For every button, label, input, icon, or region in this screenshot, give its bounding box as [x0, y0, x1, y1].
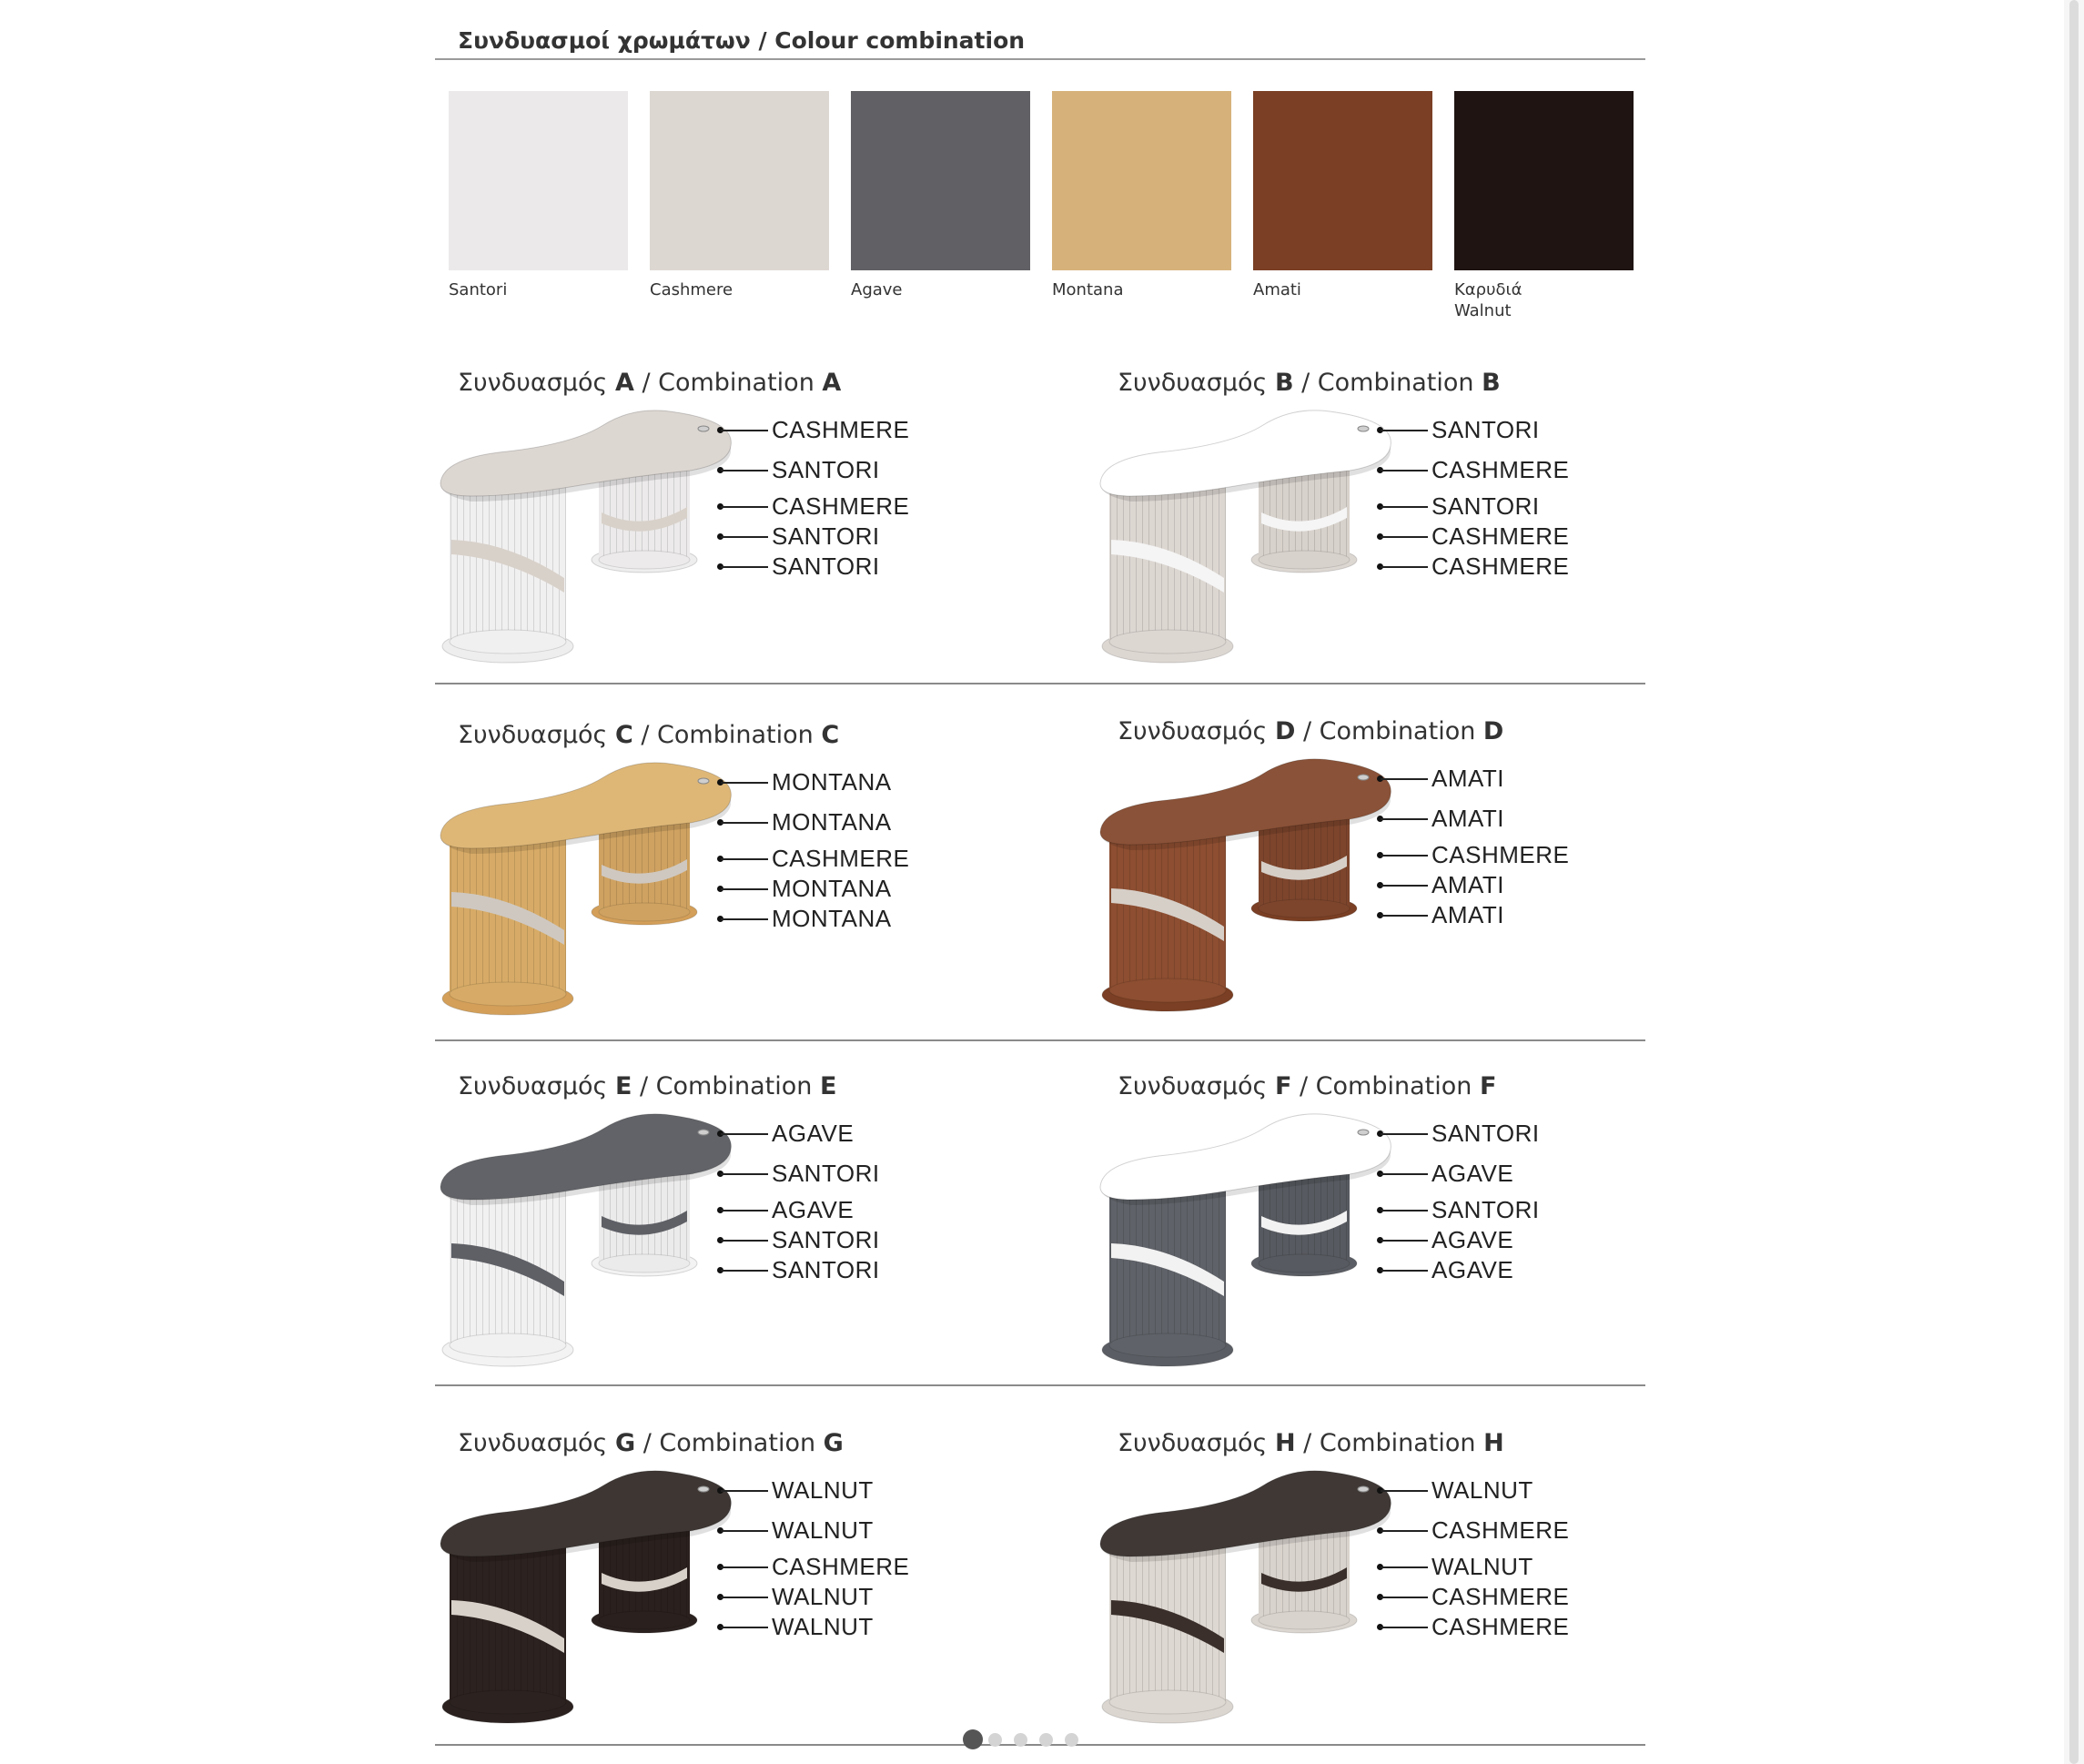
callout-label: WALNUT — [772, 1583, 874, 1610]
callout-line — [721, 918, 768, 920]
divider — [435, 683, 1645, 684]
callout-line — [1381, 470, 1428, 471]
callout-label: AMATI — [1431, 805, 1505, 832]
callout-label: CASHMERE — [1431, 1516, 1570, 1544]
callout-line — [1381, 536, 1428, 538]
title-part: A — [822, 369, 842, 397]
swatch-label: Montana — [1052, 280, 1124, 299]
left-leg — [1102, 478, 1233, 663]
callout-label: SANTORI — [1431, 1196, 1540, 1223]
callout-line — [721, 1530, 768, 1532]
left-leg — [442, 478, 573, 663]
callout-line — [721, 506, 768, 508]
title-part: C — [614, 721, 633, 749]
callout-list — [717, 369, 1081, 669]
callout-label: CASHMERE — [1431, 1583, 1570, 1610]
callout-label: SANTORI — [772, 1256, 880, 1283]
callout-label: AGAVE — [1431, 1226, 1514, 1253]
callout-line — [721, 888, 768, 890]
callout-list — [717, 1072, 1081, 1373]
callout-line — [721, 1490, 768, 1492]
swatch-color — [650, 91, 829, 270]
callout-label: WALNUT — [772, 1516, 874, 1544]
callout-label: CASHMERE — [1431, 456, 1570, 483]
divider — [435, 1384, 1645, 1386]
title-part: / Combination — [1291, 1072, 1480, 1100]
desk-illustration — [1095, 1465, 1395, 1729]
title-part: Συνδυασμός — [458, 369, 615, 397]
callout-line — [1381, 885, 1428, 887]
callout-line — [721, 1627, 768, 1628]
title-part: H — [1483, 1429, 1504, 1457]
callout-line — [1381, 566, 1428, 568]
swatch-agave — [851, 91, 1030, 300]
title-part: C — [821, 721, 840, 749]
callout-label: MONTANA — [772, 905, 892, 932]
callout-line — [721, 1240, 768, 1242]
combination-c — [435, 721, 1090, 1021]
title-part: G — [614, 1429, 636, 1457]
pager-dot[interactable] — [1065, 1733, 1078, 1747]
desk-illustration — [435, 757, 735, 1021]
callout-label: AGAVE — [772, 1196, 855, 1223]
callout-label: WALNUT — [1431, 1553, 1533, 1580]
callout-line — [1381, 1240, 1428, 1242]
callout-label: MONTANA — [772, 875, 892, 902]
callout-label: AGAVE — [1431, 1160, 1514, 1187]
section-header — [435, 25, 1645, 60]
left-leg — [442, 830, 573, 1015]
title-part: B — [1274, 369, 1294, 397]
callout-line — [1381, 915, 1428, 917]
title-part: E — [819, 1072, 837, 1100]
callout-label: CASHMERE — [772, 1553, 910, 1580]
callout-label: SANTORI — [772, 1160, 880, 1187]
title-part: Συνδυασμός — [1118, 717, 1275, 745]
pager-dot[interactable] — [1014, 1733, 1027, 1747]
callout-line — [1381, 855, 1428, 857]
callout-label: WALNUT — [772, 1476, 874, 1504]
callout-label: CASHMERE — [1431, 522, 1570, 550]
callout-line — [1381, 1490, 1428, 1492]
callout-line — [1381, 1627, 1428, 1628]
callout-line — [721, 566, 768, 568]
callout-label: CASHMERE — [1431, 1613, 1570, 1640]
callout-list — [717, 721, 1081, 1021]
pager-dot[interactable] — [988, 1733, 1002, 1747]
callout-label: SANTORI — [1431, 492, 1540, 520]
callout-line — [721, 470, 768, 471]
title-part: D — [1274, 717, 1296, 745]
callout-line — [1381, 1597, 1428, 1598]
swatch-label: Καρυδιά Walnut — [1454, 280, 1523, 320]
desk-illustration — [435, 405, 735, 669]
callout-line — [721, 430, 768, 431]
callout-list — [1377, 1429, 1741, 1729]
title-part: / Combination — [633, 369, 823, 397]
title-part: Συνδυασμός — [1118, 1072, 1275, 1100]
title-part: B — [1482, 369, 1501, 397]
left-leg — [442, 1538, 573, 1723]
callout-line — [1381, 818, 1428, 820]
left-leg — [1102, 826, 1233, 1011]
swatch-color — [851, 91, 1030, 270]
title-part: H — [1274, 1429, 1296, 1457]
combination-d — [1095, 717, 1750, 1018]
title-part: Συνδυασμός — [1118, 369, 1275, 397]
callout-line — [721, 536, 768, 538]
title-part: Συνδυασμός — [458, 1429, 615, 1457]
desk-illustration — [435, 1465, 735, 1729]
callout-label: CASHMERE — [1431, 841, 1570, 868]
callout-label: WALNUT — [772, 1613, 874, 1640]
swatch-label: Agave — [851, 280, 903, 299]
callout-line — [1381, 430, 1428, 431]
swatch-label: Amati — [1253, 280, 1301, 299]
swatch-label: Santori — [449, 280, 508, 299]
title-part: / Combination — [1295, 1429, 1484, 1457]
combination-a — [435, 369, 1090, 669]
callout-label: AMATI — [1431, 765, 1505, 792]
colour-swatches — [449, 91, 1634, 328]
combination-e — [435, 1072, 1090, 1373]
title-part: D — [1482, 717, 1504, 745]
title-part: / Combination — [635, 1429, 824, 1457]
title-part: A — [614, 369, 634, 397]
callout-list — [1377, 1072, 1741, 1373]
swatch-santori — [449, 91, 628, 300]
swatch-color — [1052, 91, 1231, 270]
title-part: Συνδυασμός — [458, 1072, 615, 1100]
callout-label: SANTORI — [1431, 1120, 1540, 1147]
callout-label: SANTORI — [772, 522, 880, 550]
callout-label: MONTANA — [772, 768, 892, 796]
callout-label: CASHMERE — [1431, 553, 1570, 580]
callout-line — [1381, 1270, 1428, 1272]
swatch-walnut — [1454, 91, 1634, 321]
callout-line — [1381, 1173, 1428, 1175]
swatch-color — [449, 91, 628, 270]
combination-g — [435, 1429, 1090, 1729]
desk-illustration — [1095, 754, 1395, 1018]
callout-label: SANTORI — [772, 456, 880, 483]
callout-label: AGAVE — [772, 1120, 855, 1147]
title-part: F — [1274, 1072, 1292, 1100]
title-part: E — [614, 1072, 632, 1100]
title-part: / Combination — [1295, 717, 1483, 745]
callout-line — [1381, 1133, 1428, 1135]
callout-line — [721, 1210, 768, 1211]
left-leg — [442, 1181, 573, 1366]
callout-label: AGAVE — [1431, 1256, 1514, 1283]
swatch-color — [1253, 91, 1432, 270]
title-part: / Combination — [632, 721, 822, 749]
callout-label: MONTANA — [772, 808, 892, 836]
title-part: Συνδυασμός — [458, 721, 615, 749]
swatch-color — [1454, 91, 1634, 270]
swatch-label: Cashmere — [650, 280, 733, 299]
pager-dot[interactable] — [963, 1729, 983, 1749]
callout-label: SANTORI — [772, 1226, 880, 1253]
section-title: Συνδυασμοί χρωμάτων / Colour combination — [458, 27, 1026, 54]
pager-dot[interactable] — [1039, 1733, 1053, 1747]
callout-line — [721, 1270, 768, 1272]
callout-label: CASHMERE — [772, 416, 910, 443]
callout-line — [721, 1133, 768, 1135]
title-part: Συνδυασμός — [1118, 1429, 1275, 1457]
combination-f — [1095, 1072, 1750, 1373]
callout-line — [721, 822, 768, 824]
callout-line — [721, 858, 768, 860]
callout-label: CASHMERE — [772, 845, 910, 872]
callout-line — [1381, 778, 1428, 780]
callout-line — [721, 1597, 768, 1598]
combination-h — [1095, 1429, 1750, 1729]
callout-label: SANTORI — [772, 553, 880, 580]
desk-illustration — [435, 1109, 735, 1373]
swatch-amati — [1253, 91, 1432, 300]
left-leg — [1102, 1538, 1233, 1723]
callout-line — [1381, 506, 1428, 508]
desk-illustration — [1095, 1109, 1395, 1373]
callout-line — [1381, 1210, 1428, 1211]
callout-label: CASHMERE — [772, 492, 910, 520]
desk-illustration — [1095, 405, 1395, 669]
callout-list — [1377, 717, 1741, 1018]
swatch-montana — [1052, 91, 1231, 300]
callout-list — [717, 1429, 1081, 1729]
callout-line — [1381, 1530, 1428, 1532]
callout-label: WALNUT — [1431, 1476, 1533, 1504]
callout-line — [721, 1173, 768, 1175]
callout-line — [721, 1566, 768, 1568]
callout-label: AMATI — [1431, 871, 1505, 898]
scrollbar[interactable] — [2064, 0, 2084, 1764]
title-part: G — [823, 1429, 844, 1457]
callout-line — [721, 782, 768, 784]
title-part: F — [1479, 1072, 1497, 1100]
callout-line — [1381, 1566, 1428, 1568]
scrollbar-thumb[interactable] — [2069, 0, 2079, 1764]
callout-label: SANTORI — [1431, 416, 1540, 443]
title-part: / Combination — [632, 1072, 820, 1100]
left-leg — [1102, 1181, 1233, 1366]
swatch-cashmere — [650, 91, 829, 300]
title-part: / Combination — [1293, 369, 1482, 397]
divider — [435, 1039, 1645, 1041]
callout-label: AMATI — [1431, 901, 1505, 928]
callout-list — [1377, 369, 1741, 669]
combination-b — [1095, 369, 1750, 669]
